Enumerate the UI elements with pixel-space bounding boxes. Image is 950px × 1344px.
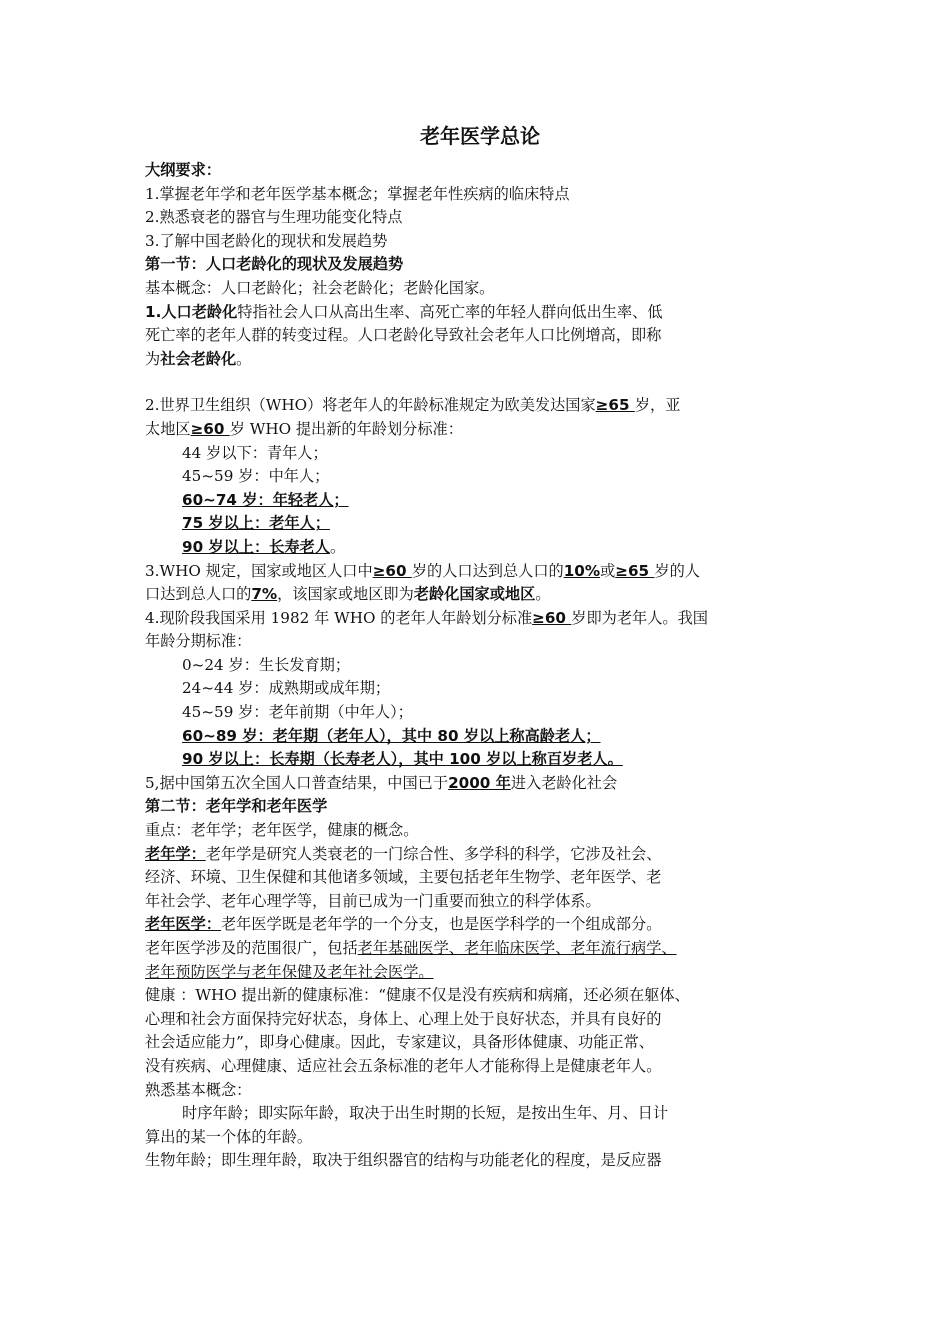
stage-item: 0~24 岁：生长发育期； (182, 655, 351, 674)
stage-item: 24~44 岁：成熟期或成年期； (182, 679, 391, 698)
age-item: 45~59 岁：中年人； (182, 467, 330, 486)
health-line: 心理和社会方面保持完好状态，身体上、心理上处于良好状态，并具有良好的 (145, 1009, 662, 1028)
age-60: ≥60 (190, 419, 230, 438)
stage-item: 45~59 岁：老年前期（中年人）； (182, 703, 413, 722)
chrono-line: 算出的某一个体的年龄。 (145, 1127, 313, 1146)
document-page (145, 120, 815, 1173)
para1-line: 为社会老龄化。 (145, 349, 252, 368)
outline-item: 1.掌握老年学和老年医学基本概念；掌握老年性疾病的临床特点 (145, 184, 570, 203)
gerontology-line: 老年学：老年学是研究人类衰老的一门综合性、多学科的科学，它涉及社会、 (145, 844, 662, 863)
outline-item: 2.熟悉衰老的器官与生理功能变化特点 (145, 208, 403, 227)
para3-line: 3.WHO 规定，国家或地区人口中≥60 岁的人口达到总人口的10%或≥65 岁的人 (145, 561, 700, 580)
para5-line: 5,据中国第五次全国人口普查结果，中国已于2000 年进入老龄化社会 (145, 773, 618, 792)
para1-line: 死亡率的老年人群的转变过程。人口老龄化导致社会老年人口比例增高，即称 (145, 326, 662, 345)
stage-item: 90 岁以上：长寿期（长寿老人），其中 100 岁以上称百岁老人。 (182, 750, 623, 769)
term-population-aging: 1.人口老龄化 (145, 302, 238, 321)
geriatrics-line: 老年预防医学与老年保健及老年社会医学。 (145, 962, 434, 981)
para1-line: 1.人口老龄化特指社会人口从高出生率、高死亡率的年轻人群向低出生率、低 (145, 302, 663, 321)
page-title: 老年医学总论 (420, 124, 540, 148)
familiar-heading: 熟悉基本概念： (145, 1080, 252, 1099)
outline-item: 3.了解中国老龄化的现状和发展趋势 (145, 231, 388, 250)
para4-line: 年龄分期标准： (145, 632, 252, 651)
para2-line: 2.世界卫生组织（WHO）将老年人的年龄标准规定为欧美发达国家≥65 岁，亚 (145, 396, 681, 415)
age-item: 60~74 岁：年轻老人； (182, 490, 349, 509)
section1-concepts: 基本概念：人口老龄化；社会老龄化；老龄化国家。 (145, 278, 495, 297)
age-65: ≥65 (595, 396, 635, 415)
para2-line: 太地区≥60 岁 WHO 提出新的年龄划分标准： (145, 419, 463, 438)
outline-heading: 大纲要求： (145, 161, 221, 179)
gerontology-line: 经济、环境、卫生保健和其他诸多领域，主要包括老年生物学、老年医学、老 (145, 868, 662, 887)
term-geriatrics: 老年医学： (145, 915, 221, 934)
para4-line: 4.现阶段我国采用 1982 年 WHO 的老年人年龄划分标准≥60 岁即为老年人。我国 (145, 608, 708, 627)
age-item: 90 岁以上：长寿老人。 (182, 537, 346, 556)
geriatrics-line: 老年医学：老年医学既是老年学的一个分支，也是医学科学的一个组成部分。 (145, 915, 662, 934)
chrono-line: 时序年龄；即实际年龄，取决于出生时期的长短，是按出生年、月、日计 (182, 1104, 668, 1123)
stage-item: 60~89 岁：老年期（老年人），其中 80 岁以上称高龄老人； (182, 726, 601, 745)
section2-focus: 重点：老年学；老年医学，健康的概念。 (145, 821, 419, 840)
age-item: 75 岁以上：老年人； (182, 514, 330, 533)
para3-line: 口达到总人口的7%，该国家或地区即为老龄化国家或地区。 (145, 585, 551, 604)
term-social-aging: 社会老龄化 (160, 349, 237, 368)
geriatrics-line: 老年医学涉及的范围很广，包括老年基础医学、老年临床医学、老年流行病学、 (145, 939, 677, 957)
bio-line: 生物年龄；即生理年龄，取决于组织器官的结构与功能老化的程度，是反应器 (145, 1151, 662, 1170)
gerontology-line: 年社会学、老年心理学等，目前已成为一门重要而独立的科学体系。 (145, 891, 601, 910)
health-line: 没有疾病、心理健康、适应社会五条标准的老年人才能称得上是健康老年人。 (145, 1056, 662, 1075)
section2-heading: 第二节：老年学和老年医学 (145, 797, 328, 816)
term-gerontology: 老年学： (145, 844, 206, 863)
age-item: 44 岁以下：青年人； (182, 443, 328, 462)
health-line: 健康 ：WHO 提出新的健康标准：“健康不仅是没有疾病和病痛，还必须在躯体、 (145, 986, 690, 1005)
health-line: 社会适应能力”，即身心健康。因此，专家建议，具备形体健康、功能正常、 (145, 1033, 654, 1052)
section1-heading: 第一节：人口老龄化的现状及发展趋势 (145, 255, 404, 274)
